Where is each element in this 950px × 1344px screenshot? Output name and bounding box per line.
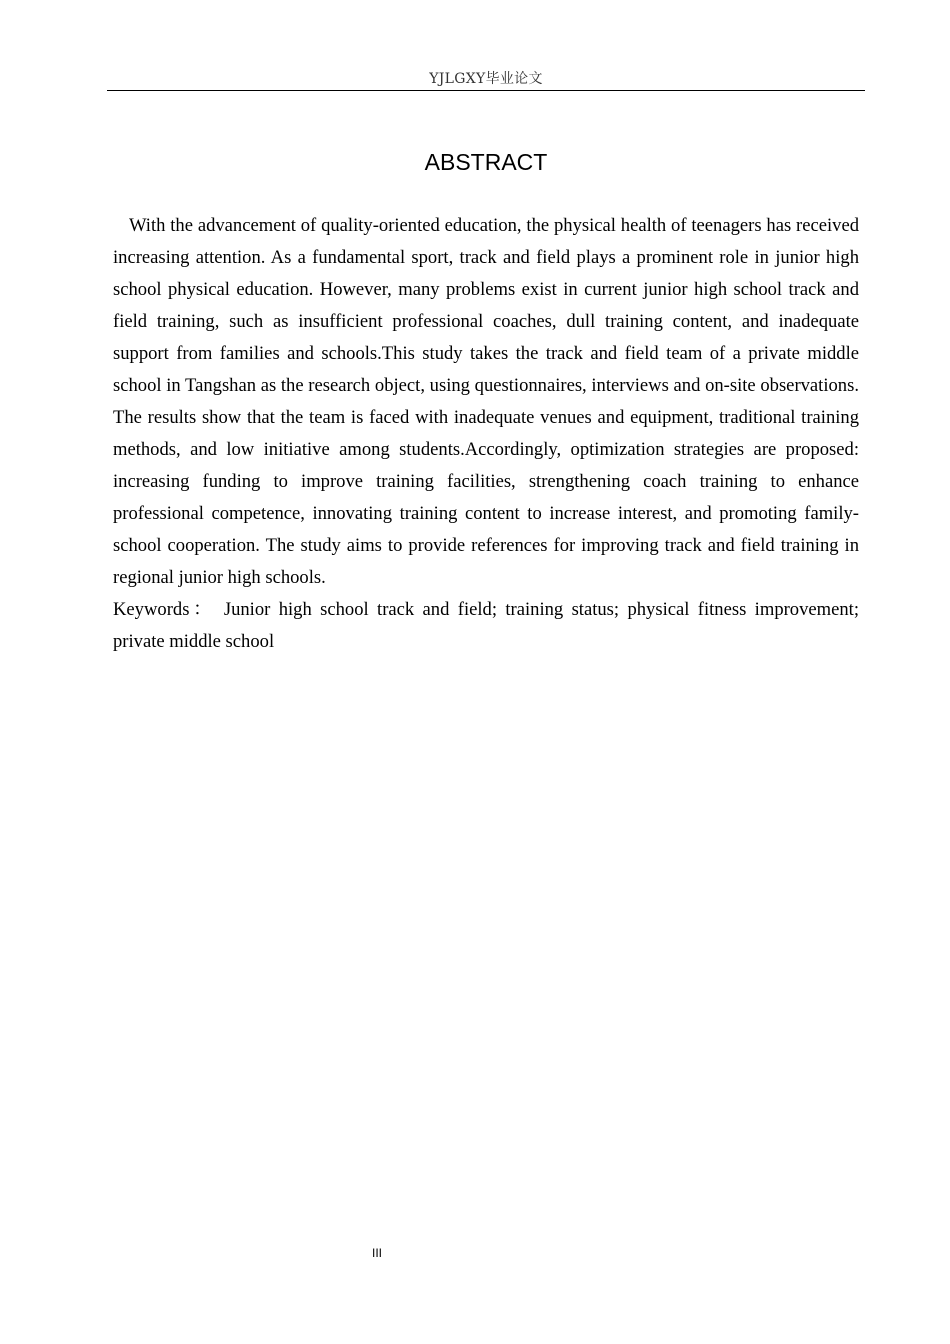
page-header (107, 68, 865, 91)
header-text: YJLGXY毕业论文 (429, 71, 543, 87)
abstract-body: With the advancement of quality-oriented education, the physical health of teenagers has received increasing attention. As a fundamental sport, track and field plays a prominent role in junior high school physical education. However, many problems exist in current junior high school track and field training, such as insufficient professional coaches, dull training content, and inadequate support from families and schools.This study takes the track and field team of a private middle school in Tangshan as the research object, using questionnaires, interviews and on-site observations. The results show that the team is faced with inadequate venues and equipment, traditional training methods, and low initiative among students.Accordingly, optimization strategies are proposed: increasing funding to improve training facilities, strengthening coach training to enhance professional competence, innovating training content to increase interest, and promoting family-school cooperation. The study aims to provide references for improving track and field training in regional junior high schools. (113, 215, 859, 588)
abstract-title: ABSTRACT (424, 149, 548, 175)
keywords-label: Keywords： (113, 599, 216, 620)
keywords-text: Junior high school track and field; training status; physical fitness improvement; private middle school (113, 599, 859, 652)
page-number: III (371, 1246, 382, 1260)
keywords-paragraph (113, 594, 859, 657)
